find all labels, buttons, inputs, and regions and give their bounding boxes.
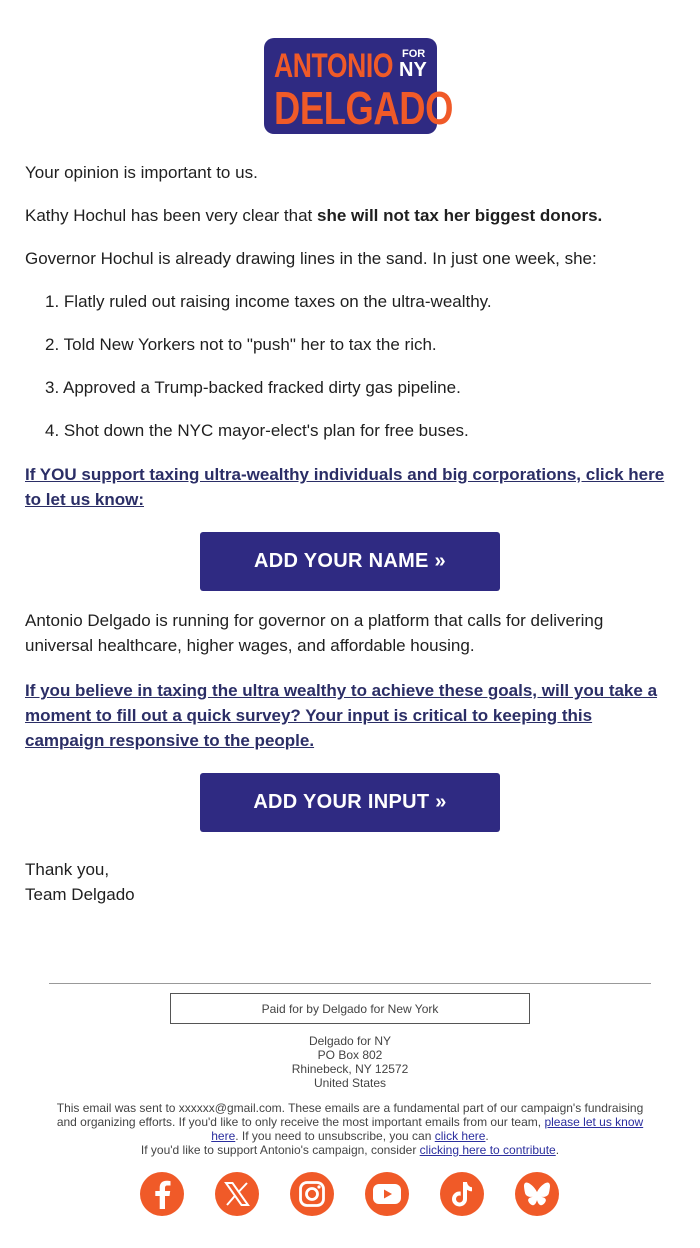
list-item: 2. Told New Yorkers not to "push" her to tax the rich. — [45, 335, 437, 354]
logo-antonio-text: ANTONIO — [274, 47, 394, 85]
intro-text: Your opinion is important to us. — [25, 163, 258, 182]
bluesky-icon[interactable] — [515, 1172, 559, 1216]
mailing-address: Delgado for NY PO Box 802 Rhinebeck, NY 12572 United States — [291, 1034, 409, 1090]
survey-link[interactable]: If you believe in taxing the ultra wealthy to achieve these goals, will you take a moment to fill out a quick survey? Your input is critical to keeping this campaign responsive to the people. — [25, 681, 658, 750]
list-item: 4. Shot down the NYC mayor-elect's plan for free buses. — [45, 421, 469, 440]
x-icon[interactable] — [215, 1172, 259, 1216]
youtube-icon[interactable] — [365, 1172, 409, 1216]
thanks-text: Thank you, — [25, 860, 110, 879]
contribute-link[interactable]: clicking here to contribute — [419, 1143, 556, 1157]
add-your-input-button[interactable]: ADD YOUR INPUT » — [200, 773, 500, 832]
campaign-logo — [264, 38, 453, 134]
hochul-prefix: Kathy Hochul has been very clear that — [25, 206, 317, 225]
unsubscribe-link[interactable]: click here — [434, 1129, 486, 1143]
facebook-icon[interactable] — [140, 1172, 184, 1216]
hochul-paragraph — [25, 203, 602, 228]
lines-paragraph: Governor Hochul is already drawing lines in the sand. In just one week, she: — [25, 249, 597, 268]
platform-paragraph: Antonio Delgado is running for governor on a platform that calls for delivering universal healthcare, higher wages, and affordable housing. — [25, 611, 604, 655]
tiktok-icon[interactable] — [440, 1172, 484, 1216]
hochul-bold: she will not tax her biggest donors. — [317, 206, 603, 225]
add-your-name-button[interactable]: ADD YOUR NAME » — [200, 532, 500, 591]
paid-for-disclaimer: Paid for by Delgado for New York — [170, 993, 530, 1024]
support-taxing-link[interactable]: If YOU support taxing ultra-wealthy individuals and big corporations, click here to let us know: — [25, 465, 665, 509]
footer-divider — [49, 983, 651, 984]
logo-ny-text: NY — [399, 59, 427, 81]
instagram-icon[interactable] — [290, 1172, 334, 1216]
signature-text: Team Delgado — [25, 885, 135, 904]
list-item: 1. Flatly ruled out raising income taxes on the ultra-wealthy. — [45, 292, 492, 311]
logo-delgado-text: DELGADO — [274, 82, 453, 134]
list-item: 3. Approved a Trump-backed fracked dirty gas pipeline. — [45, 378, 461, 397]
social-links — [0, 1172, 700, 1218]
let-us-know-link[interactable]: please let us know here — [211, 1115, 644, 1143]
signoff — [25, 857, 135, 907]
logo-for-text: FOR — [402, 48, 426, 60]
footer-legal-text: This email was sent to xxxxxx@gmail.com. These emails are a fundamental part of our campaign's fundraising and organizing efforts. If you'd like to only receive the most important emails from our team, please let us know here. If you need to unsubscribe, you can click here. If you'd like to support Antonio's campaign, consider clicking here to contribute. — [56, 1101, 644, 1157]
